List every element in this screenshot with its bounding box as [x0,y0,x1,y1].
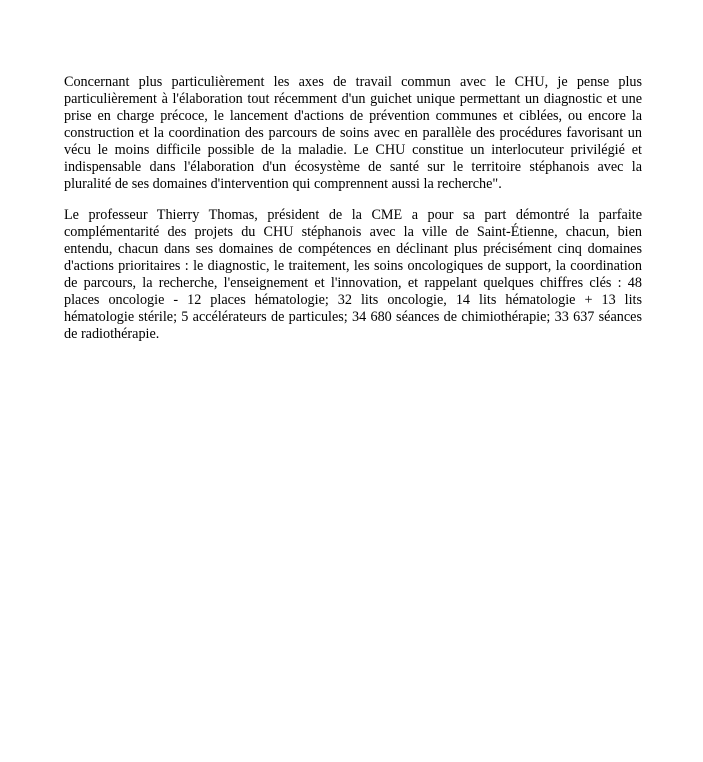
paragraph-line: de parcours, la recherche, l'enseignement et l'innovation, et rappelant quelques chiffres clés : 48 [64,275,642,291]
paragraph-line: places oncologie - 12 places hématologie; 32 lits oncologie, 14 lits hématologie + 13 lits [64,292,642,308]
paragraph-line: indispensable dans l'élaboration d'un écosystème de santé sur le territoire stéphanois avec la [64,159,642,175]
paragraph-line: pluralité de ses domaines d'intervention qui comprennent aussi la recherche". [64,176,502,192]
paragraph-line: particulièrement à l'élaboration tout récemment d'un guichet unique permettant un diagnostic et une [64,91,642,107]
paragraph-line: vécu le moins difficile possible de la maladie. Le CHU constitue un interlocuteur privilégié et [64,142,642,158]
paragraph-line: complémentarité des projets du CHU stéphanois avec la ville de Saint-Étienne, chacun, bien [64,224,642,240]
paragraph-line: construction et la coordination des parcours de soins avec en parallèle des procédures favorisant un [64,125,642,141]
paragraph-2 [64,207,642,343]
paragraph-line: Le professeur Thierry Thomas, président de la CME a pour sa part démontré la parfaite [64,207,642,223]
paragraph-line: hématologie stérile; 5 accélérateurs de particules; 34 680 séances de chimiothérapie; 33 637 séances [64,309,642,325]
paragraph-line: de radiothérapie. [64,326,160,342]
paragraph-line: d'actions prioritaires : le diagnostic, le traitement, les soins oncologiques de support, la coordination [64,258,642,274]
paragraph-1 [64,74,642,193]
paragraph-line: entendu, chacun dans ses domaines de compétences en déclinant plus précisément cinq domaines [64,241,642,257]
paragraph-line: Concernant plus particulièrement les axes de travail commun avec le CHU, je pense plus [64,74,642,90]
paragraph-line: prise en charge précoce, le lancement d'actions de prévention communes et ciblées, ou encore la [64,108,642,124]
